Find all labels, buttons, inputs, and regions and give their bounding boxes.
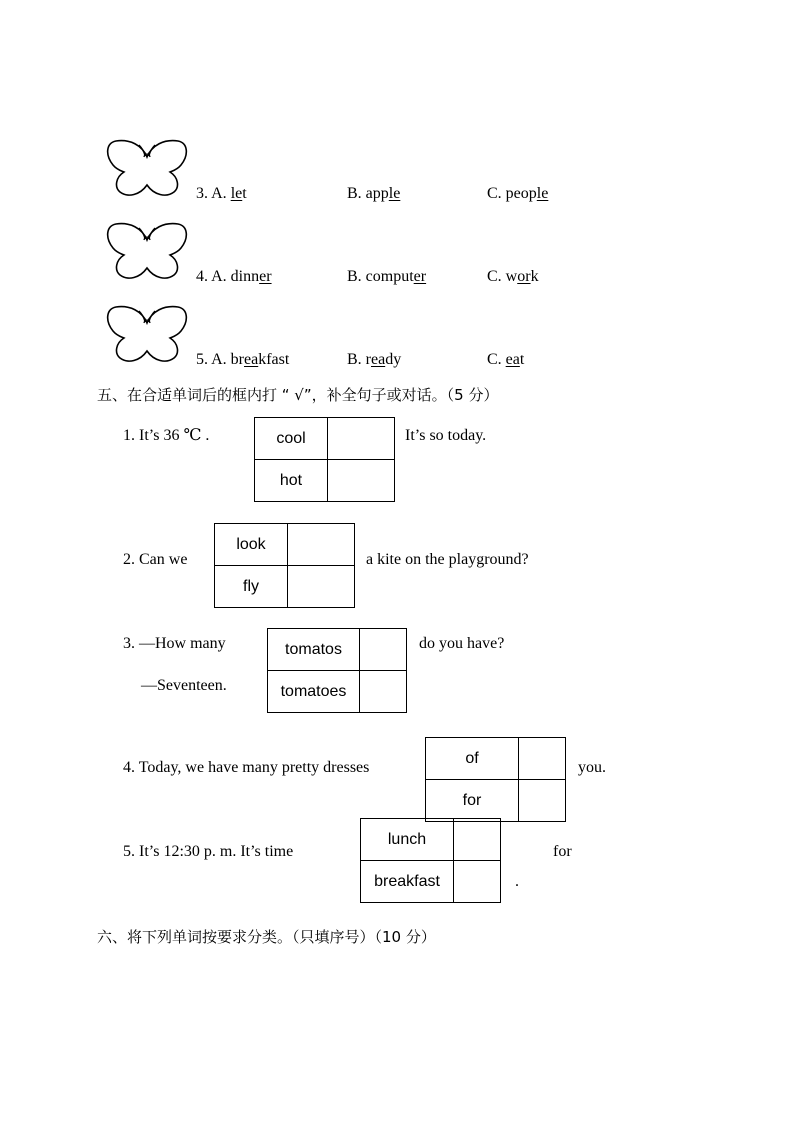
butterfly-icon xyxy=(104,137,190,199)
option-b: B. apple xyxy=(347,185,401,202)
q1-prefix: 1. It’s 36 ℃ . xyxy=(123,427,210,444)
q4-option-for: for xyxy=(426,780,519,822)
q2-prefix: 2. Can we xyxy=(123,551,188,568)
option-c: C. work xyxy=(487,268,539,285)
q1-choice-table xyxy=(254,417,395,502)
q5-period: . xyxy=(515,873,519,890)
option-b: B. computer xyxy=(347,268,427,285)
option-b: B. ready xyxy=(347,351,402,368)
q2-option-look: look xyxy=(215,524,288,566)
q4-choice-table xyxy=(425,737,566,822)
q3-checkbox-tomatoes[interactable] xyxy=(360,671,407,713)
q5-option-breakfast: breakfast xyxy=(361,861,454,903)
q3-answer: —Seventeen. xyxy=(141,677,227,694)
q2-checkbox-look[interactable] xyxy=(288,524,355,566)
q2-suffix: a kite on the playground? xyxy=(366,551,529,568)
q5-prefix: 5. It’s 12:30 p. m. It’s time xyxy=(123,843,294,860)
q4-suffix: you. xyxy=(578,759,606,776)
q1-option-hot: hot xyxy=(255,460,328,502)
q2-checkbox-fly[interactable] xyxy=(288,566,355,608)
q5-choice-table xyxy=(360,818,501,903)
option-a: A. dinner xyxy=(211,268,272,285)
butterfly-icon xyxy=(104,220,190,282)
phonics-row-5 xyxy=(196,350,289,370)
q3-suffix: do you have? xyxy=(419,635,505,652)
q2-choice-table xyxy=(214,523,355,608)
q4-option-of: of xyxy=(426,738,519,780)
q1-suffix: It’s so today. xyxy=(405,427,487,444)
q3-option-tomatos: tomatos xyxy=(268,629,360,671)
option-c: C. eat xyxy=(487,351,525,368)
q5-checkbox-breakfast[interactable] xyxy=(454,861,501,903)
q5-checkbox-lunch[interactable] xyxy=(454,819,501,861)
q1-option-cool: cool xyxy=(255,418,328,460)
phonics-row-3 xyxy=(196,184,247,204)
question-number: 4. xyxy=(196,268,208,285)
question-number: 5. xyxy=(196,351,208,368)
q3-choice-table xyxy=(267,628,407,713)
q5-option-lunch: lunch xyxy=(361,819,454,861)
section-5-heading: 五、在合适单词后的框内打 “ √”，补全句子或对话。（5 分） xyxy=(97,386,499,404)
q1-checkbox-cool[interactable] xyxy=(328,418,395,460)
q3-option-tomatoes: tomatoes xyxy=(268,671,360,713)
q4-checkbox-for[interactable] xyxy=(519,780,566,822)
question-number: 3. xyxy=(196,185,208,202)
q2-option-fly: fly xyxy=(215,566,288,608)
section-6-heading: 六、将下列单词按要求分类。（只填序号）（10 分） xyxy=(97,928,436,946)
option-a: A. let xyxy=(211,185,247,202)
q4-prefix: 4. Today, we have many pretty dresses xyxy=(123,759,370,776)
q1-checkbox-hot[interactable] xyxy=(328,460,395,502)
option-c: C. people xyxy=(487,185,549,202)
butterfly-icon xyxy=(104,303,190,365)
q5-suffix: for xyxy=(553,843,572,860)
q4-checkbox-of[interactable] xyxy=(519,738,566,780)
phonics-row-4 xyxy=(196,267,272,287)
option-a: A. breakfast xyxy=(211,351,290,368)
q3-checkbox-tomatos[interactable] xyxy=(360,629,407,671)
q3-prefix: 3. —How many xyxy=(123,635,226,652)
